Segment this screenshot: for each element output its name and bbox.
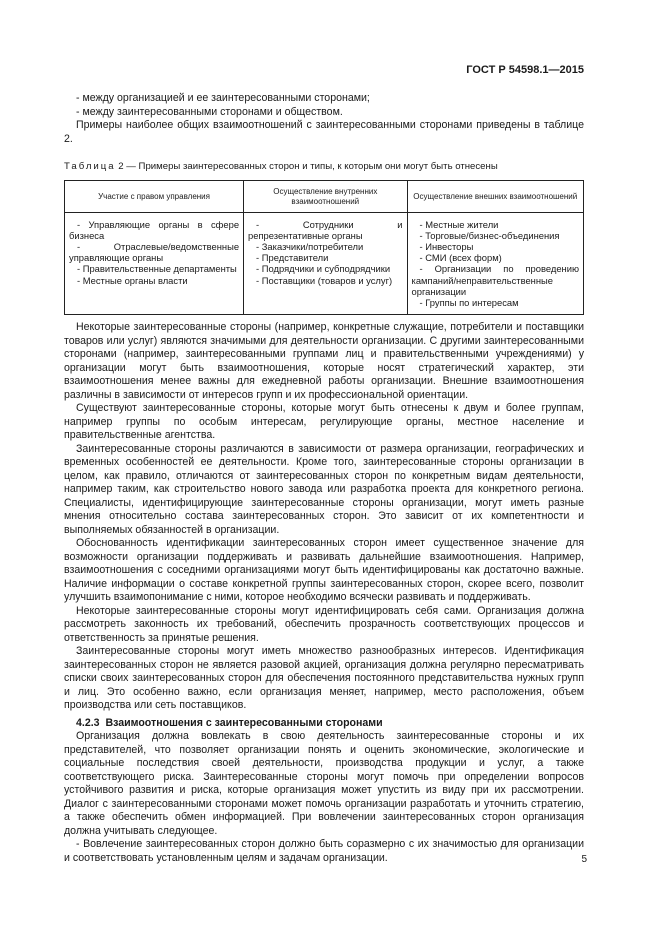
intro-line: - между заинтересованными сторонами и обществом. (76, 105, 343, 118)
table-caption-label: Таблица (64, 161, 116, 172)
list-item: - Инвесторы (419, 240, 474, 252)
section-title: Взаимоотношения с заинтересованными сторонами (105, 716, 383, 729)
table-row (65, 212, 584, 315)
list-item: - Управляющие органы в сфере бизнеса (69, 218, 240, 241)
internal-column (244, 212, 407, 315)
body-paragraph: Организация должна вовлекать в свою деятельность заинтересованные стороны и их представителей, что позволяет организации понять и оценить экономические, экологические и социальные последствия своей деятельности, производства продукции и услуг, а также соответствующего риска. Заинтересованные стороны могут помочь при определении вопросов устойчивого развития и риска, которые организация может упустить из виду при их рассмотрении. Диалог с заинтересованными сторонами может помочь организации разработать и уточнить стратегию, а также обеспечить обмен информацией. При вовлечении заинтересованных сторон организация должна учитывать следующее. (64, 730, 584, 837)
body-paragraph: - Вовлечение заинтересованных сторон должно быть соразмерно с их значимостью для организации и соответствовать установленным целям и задачам организации. (64, 838, 584, 864)
body-paragraph: Обоснованность идентификации заинтересованных сторон имеет существенное значение для возможности организации поддерживать и развивать дальнейшие взаимоотношения. Например, взаимоотношения с соседними организациями могут быть идентифицированы как достаточно важные. Наличие информации о составе конкретной группы заинтересованных сторон, скорее всего, позволит улучшить взаимопонимание с ними, которое необходимо всячески развивать и поддерживать. (64, 537, 584, 604)
body-paragraph: Существуют заинтересованные стороны, которые могут быть отнесены к двум и более группам, например группы по особым интересам, регулирующие органы, местное население и правительственные агентства. (64, 402, 584, 442)
stakeholders-table (64, 180, 584, 316)
table-caption-text: 2 — Примеры заинтересованных сторон и типы, к которым они могут быть отнесены (118, 161, 498, 172)
intro-paragraph: Примеры наиболее общих взаимоотношений с заинтересованными сторонами приведены в таблице 2. (64, 119, 584, 145)
list-item: - Подрядчики и субподрядчики (256, 263, 391, 275)
section-number: 4.2.3 (76, 716, 100, 729)
list-item: - Организации по проведению кампаний/неправительственные организации (411, 263, 579, 297)
page-content (64, 92, 584, 865)
table-caption (64, 160, 584, 174)
body-paragraph: Заинтересованные стороны различаются в зависимости от размера организации, географических и временных особенностей ее деятельности. Кроме того, заинтересованные стороны организации в целом, как правило, отличаются от заинтересованных сторон по конкретным видам деятельности, например таким, как строительство нового завода или разработка проекта для конкретного региона. Специалисты, идентифицирующие заинтересованные стороны организации, могут иметь разные мнения относительно состава заинтересованных сторон. Это зависит от их компетентности и выполняемых обязанностей в организации. (64, 442, 584, 536)
list-item: - Группы по интересам (419, 296, 519, 308)
body-paragraph: Заинтересованные стороны могут иметь множество разнообразных интересов. Идентификация заинтересованных сторон не является разовой акцией, организация должна регулярно пересматривать списки своих заинтересованных сторон для обеспечения постоянного представительства нужных групп и лиц. Это особенно важно, если организация меняет, например, место расположения, объем производства или сеть поставщиков. (64, 645, 584, 712)
list-item: - Торговые/бизнес-объединения (419, 229, 560, 241)
list-item: - Сотрудники и репрезентативные органы (248, 218, 403, 241)
list-item: - Отраслевые/ведомственные управляющие органы (69, 240, 240, 264)
list-item: - Представители (256, 252, 329, 264)
list-item: - Местные органы власти (77, 274, 188, 286)
table-header-cell: Осуществление внутренних взаимоотношений (244, 180, 407, 212)
table-header-row (65, 180, 584, 212)
list-item: - Заказчики/потребители (256, 240, 364, 252)
document-header: ГОСТ Р 54598.1—2015 (466, 64, 584, 76)
intro-line: - между организацией и ее заинтересованными сторонами; (76, 92, 370, 104)
section-heading (64, 717, 584, 731)
page-number: 5 (581, 854, 587, 865)
external-column (407, 212, 583, 315)
list-item: - Правительственные департаменты (77, 263, 237, 275)
table-header-cell: Осуществление внешних взаимоотношений (407, 180, 583, 212)
list-item: - Поставщики (товаров и услуг) (256, 274, 393, 286)
governance-column (65, 212, 244, 315)
table-header-cell: Участие с правом управления (65, 180, 244, 212)
body-paragraph: Некоторые заинтересованные стороны (например, конкретные служащие, потребители и поставщики товаров или услуг) являются значимыми для деятельности организации. С другими заинтересованными сторонами (например, заинтересованными группами лиц и правительственными учреждениями) у организации могут быть взаимоотношения, которые носят стратегический характер, эти взаимоотношения менее важны для ежедневной работы организации. Внешние взаимоотношения различны в зависимости от интересов групп и их профессиональной ориентации. (64, 321, 584, 401)
list-item: - СМИ (всех форм) (419, 252, 502, 264)
list-item: - Местные жители (419, 218, 499, 230)
body-paragraph: Некоторые заинтересованные стороны могут идентифицировать себя сами. Организация должна рассмотреть законность их требований, обеспечить прозрачность соответствующих процессов и ответственность за принятые решения. (64, 604, 584, 644)
